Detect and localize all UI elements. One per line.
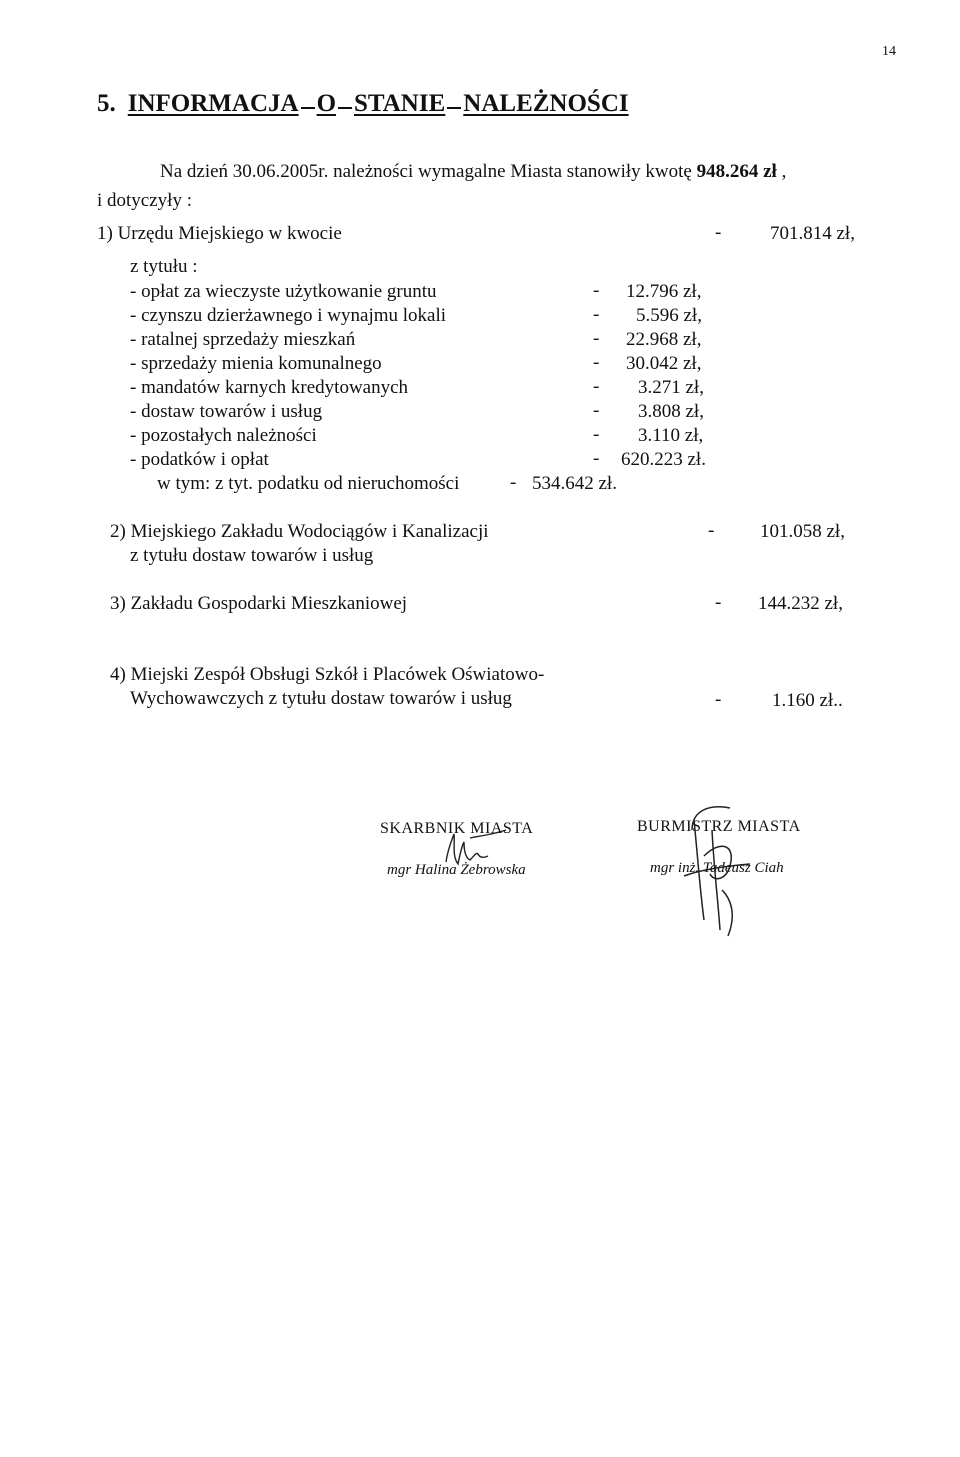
section2-line1: 2) Miejskiego Zakładu Wodociągów i Kanalizacji	[110, 521, 489, 542]
item-label: - czynszu dzierżawnego i wynajmu lokali	[130, 305, 447, 326]
treasurer-title: SKARBNIK MIASTA	[380, 820, 534, 837]
treasurer-signature	[440, 826, 530, 876]
section1-dash: -	[715, 222, 722, 243]
heading-word-4: NALEŻNOŚCI	[463, 90, 629, 117]
treasurer-name: mgr Halina Żebrowska	[387, 862, 526, 878]
item-dash: -	[593, 400, 600, 421]
item-label: - podatków i opłat	[130, 449, 269, 470]
item-dash: -	[593, 304, 600, 325]
section4-dash: -	[715, 689, 722, 710]
page-number: 14	[882, 44, 896, 59]
note-amount: 534.642 zł.	[532, 473, 617, 494]
item-amount: 3.808 zł,	[638, 401, 704, 422]
item-amount: 22.968 zł,	[626, 329, 702, 350]
section3-label: 3) Zakładu Gospodarki Mieszkaniowej	[110, 593, 408, 614]
heading-number: 5.	[97, 90, 116, 117]
intro-line-1	[160, 160, 786, 184]
item-dash: -	[593, 352, 600, 373]
section2-amount: 101.058 zł,	[760, 521, 845, 542]
item-dash: -	[593, 448, 600, 469]
item-amount: 30.042 zł,	[626, 353, 702, 374]
section1-total: 701.814 zł,	[770, 223, 855, 244]
item-dash: -	[593, 376, 600, 397]
intro-suffix: ,	[776, 161, 787, 182]
section4-amount: 1.160 zł..	[772, 690, 843, 711]
mayor-signature	[670, 800, 760, 940]
section1-subheading: z tytułu :	[130, 256, 198, 277]
section3-dash: -	[715, 592, 722, 613]
heading-word-3: STANIE	[354, 90, 446, 117]
heading-word-2: O	[316, 90, 337, 117]
mayor-title: BURMISTRZ MIASTA	[637, 818, 801, 835]
section4-line2: Wychowawczych z tytułu dostaw towarów i usług	[130, 688, 512, 709]
item-label: - opłat za wieczyste użytkowanie gruntu	[130, 281, 437, 302]
item-dash: -	[593, 328, 600, 349]
section3-amount: 144.232 zł,	[758, 593, 843, 614]
item-amount: 3.110 zł,	[638, 425, 704, 446]
mayor-name: mgr inż. Tadeusz Ciah	[650, 860, 784, 876]
item-amount: 12.796 zł,	[626, 281, 702, 302]
section2-line2: z tytułu dostaw towarów i usług	[130, 545, 374, 566]
intro-text: Na dzień 30.06.2005r. należności wymagalne Miasta stanowiły kwotę	[160, 161, 697, 182]
section-heading	[97, 88, 629, 120]
item-label: - sprzedaży mienia komunalnego	[130, 353, 382, 374]
section4-line1: 4) Miejski Zespół Obsługi Szkół i Placówek Oświatowo-	[110, 664, 545, 685]
note-label: w tym: z tyt. podatku od nieruchomości	[157, 473, 460, 494]
item-amount: 3.271 zł,	[638, 377, 704, 398]
section2-dash: -	[708, 520, 715, 541]
item-dash: -	[593, 424, 600, 445]
heading-word-1: INFORMACJA	[127, 90, 299, 117]
item-amount: 620.223 zł.	[621, 449, 706, 470]
item-label: - pozostałych należności	[130, 425, 317, 446]
item-amount: 5.596 zł,	[636, 305, 702, 326]
item-dash: -	[593, 280, 600, 301]
note-dash: -	[510, 472, 517, 493]
total-amount: 948.264 zł	[696, 161, 777, 182]
section1-label: 1) Urzędu Miejskiego w kwocie	[97, 223, 342, 244]
item-label: - mandatów karnych kredytowanych	[130, 377, 409, 398]
item-label: - dostaw towarów i usług	[130, 401, 323, 422]
intro-line-2: i dotyczyły :	[97, 190, 192, 211]
item-label: - ratalnej sprzedaży mieszkań	[130, 329, 356, 350]
